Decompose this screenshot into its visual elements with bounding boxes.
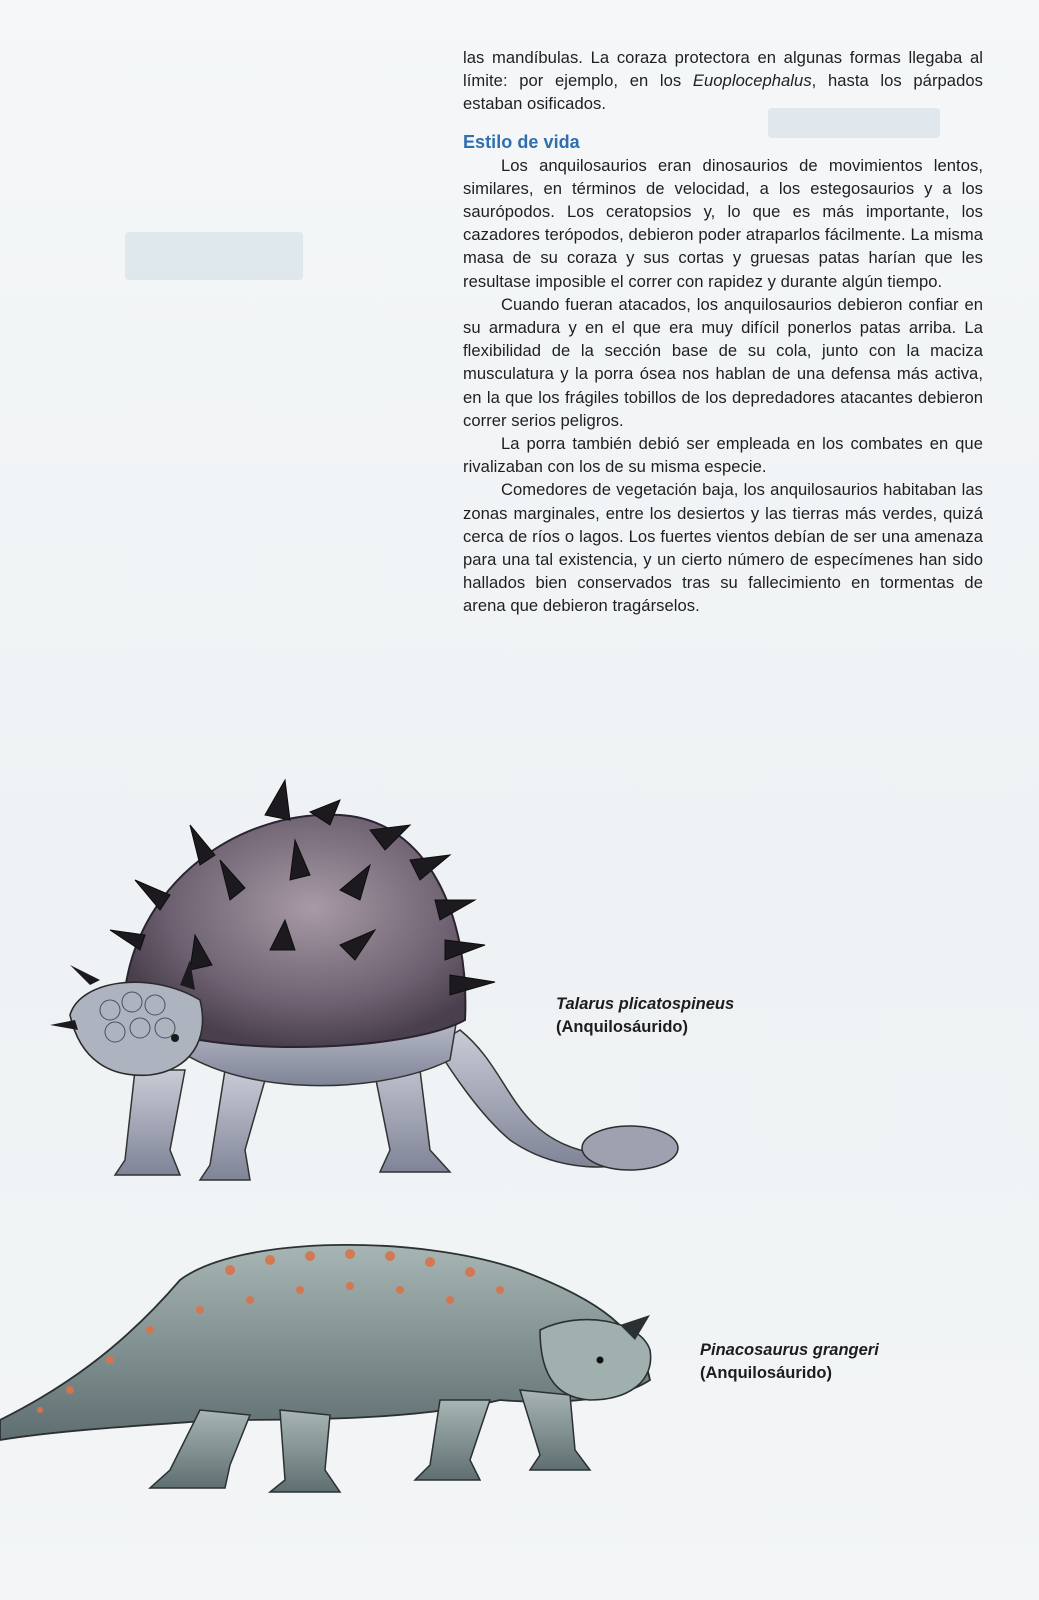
talarus-dinosaur-illustration (40, 770, 680, 1210)
talarus-family-label: (Anquilosáurido) (556, 1018, 688, 1036)
show-through-shape (125, 232, 303, 280)
text-column (463, 46, 983, 618)
pinacosaurus-scientific-name: Pinacosaurus grangeri (700, 1341, 879, 1359)
body-paragraph: Los anquilosaurios eran dinosaurios de movimientos lentos, similares, en términos de velocidad, a los estegosaurios y a los saurópodos. Los ceratopsios y, lo que es más importante, los cazadores terópodos, debieron poder atraparlos fácilmente. La misma masa de su coraza y sus cortas y gruesas patas harían que les resultase imposible el correr con rapidez y durante algún tiempo. (463, 155, 983, 291)
talarus-scientific-name: Talarus plicatospineus (556, 995, 735, 1013)
body-paragraph: Comedores de vegetación baja, los anquilosaurios habitaban las zonas marginales, entre los desiertos y las tierras más verdes, quizá cerca de ríos o lagos. Los fuertes vientos debían de ser una amenaza para una tal existencia, y un cierto número de especímenes han sido hallados bien conservados tras su fallecimiento en tormentas de arena que debieron tragárselos. (463, 480, 983, 616)
body-paragraph: La porra también debió ser empleada en los combates en que rivalizaban con los de su misma especie. (463, 434, 983, 477)
section-heading: Estilo de vida (463, 131, 580, 152)
pinacosaurus-family-label: (Anquilosáurido) (700, 1364, 832, 1382)
pinacosaurus-caption (700, 1339, 879, 1385)
intro-paragraph: las mandíbulas. La coraza protectora en algunas formas llegaba al límite: por ejemplo, en los Euoplocephalus, hasta los párpados estaban osificados. (463, 48, 983, 114)
body-paragraph: Cuando fueran atacados, los anquilosaurios debieron confiar en su armadura y en el que era muy difícil ponerlos patas arriba. La flexibilidad de la sección base de su cola, junto con la maciza musculatura y la porra ósea nos hablan de una defensa más activa, en la que los frágiles tobillos de los depredadores atacantes debieron correr serios peligros. (463, 294, 983, 430)
genus-name: Euoplocephalus (692, 71, 812, 91)
pinacosaurus-dinosaur-illustration (0, 1230, 670, 1500)
talarus-caption (556, 993, 734, 1039)
